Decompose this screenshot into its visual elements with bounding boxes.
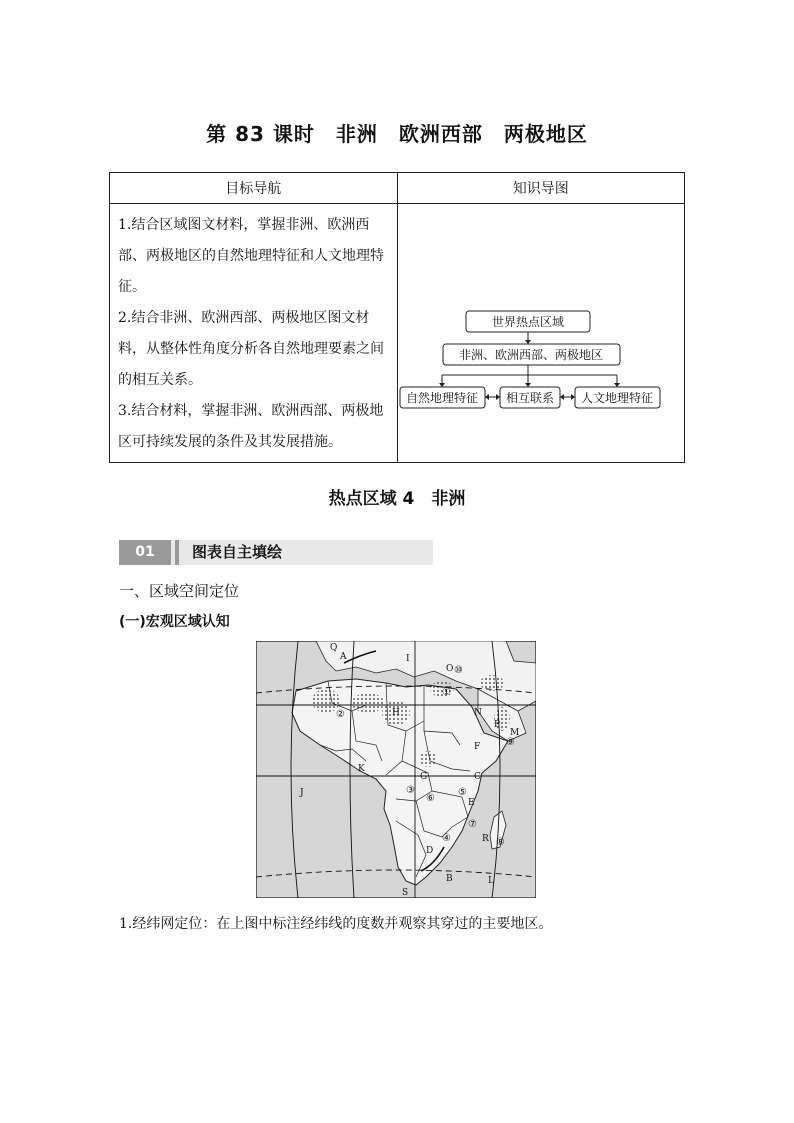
goals-table	[109, 172, 685, 463]
map-circled-label: ②	[336, 709, 345, 720]
flow-center-node: 相互联系	[505, 391, 554, 405]
map-circled-label: ⑤	[458, 787, 467, 798]
map-label: Q	[330, 643, 338, 653]
map-circled-label: ⑩	[454, 665, 463, 676]
africa-map	[256, 641, 536, 898]
instruction-text: 1.经纬网定位：在上图中标注经纬线的度数并观察其穿过的主要地区。	[119, 916, 553, 932]
goals-header: 目标导航	[110, 173, 398, 204]
goal-list	[110, 204, 397, 462]
map-circled-label: ④	[442, 833, 451, 844]
map-label: G	[420, 772, 428, 782]
heading-region-location: 一、区域空间定位	[119, 582, 240, 600]
section-banner	[119, 540, 433, 565]
map-label: H	[392, 708, 400, 718]
map-label: O	[446, 664, 454, 674]
map-circled-label: ⑥	[426, 793, 435, 804]
map-label: L	[488, 876, 494, 886]
map-label: R	[482, 834, 489, 844]
map-circled-label: ⑧	[496, 837, 505, 848]
page-title: 第 83 课时 非洲 欧洲西部 两极地区	[206, 122, 588, 146]
banner-number: 01	[119, 540, 171, 565]
map-circled-label: ⑨	[506, 737, 515, 748]
map-label: C	[474, 772, 481, 782]
goal-item: 1.结合区域图文材料，掌握非洲、欧洲西部、两极地区的自然地理特征和人文地理特征。	[118, 217, 384, 295]
map-label: P	[494, 720, 501, 730]
map-label: K	[358, 764, 365, 774]
map-label: I	[406, 654, 410, 664]
flow-middle-node: 非洲、欧洲西部、两极地区	[458, 348, 603, 362]
map-label: B	[446, 874, 453, 884]
flow-left-node: 自然地理特征	[405, 391, 478, 405]
map-label: M	[510, 728, 520, 738]
goal-item: 2.结合非洲、欧洲西部、两极地区图文材料，从整体性角度分析各自然地理要素之间的相互关系。	[118, 310, 384, 388]
section-title: 热点区域 4 非洲	[328, 489, 466, 509]
map-label: N	[474, 708, 482, 718]
map-label: F	[474, 742, 481, 752]
map-label: A	[340, 652, 347, 662]
map-label: S	[402, 888, 409, 898]
map-circled-label: ③	[406, 785, 415, 796]
map-label: E	[468, 798, 475, 808]
flow-right-node: 人文地理特征	[580, 391, 653, 405]
map-circled-label: ⑦	[468, 819, 477, 830]
map-label: D	[426, 846, 434, 856]
banner-label: 图表自主填绘	[192, 543, 283, 561]
knowledge-map-header: 知识导图	[397, 173, 685, 204]
map-label: J	[300, 788, 304, 798]
flow-top-node: 世界热点区域	[491, 315, 564, 329]
map-circled-label: ①	[442, 687, 451, 698]
goal-item: 3.结合材料，掌握非洲、欧洲西部、两极地区可持续发展的条件及其发展措施。	[118, 403, 384, 450]
banner-divider	[175, 540, 179, 565]
heading-macro-region: (一)宏观区域认知	[119, 614, 230, 630]
knowledge-flowchart	[398, 204, 685, 456]
